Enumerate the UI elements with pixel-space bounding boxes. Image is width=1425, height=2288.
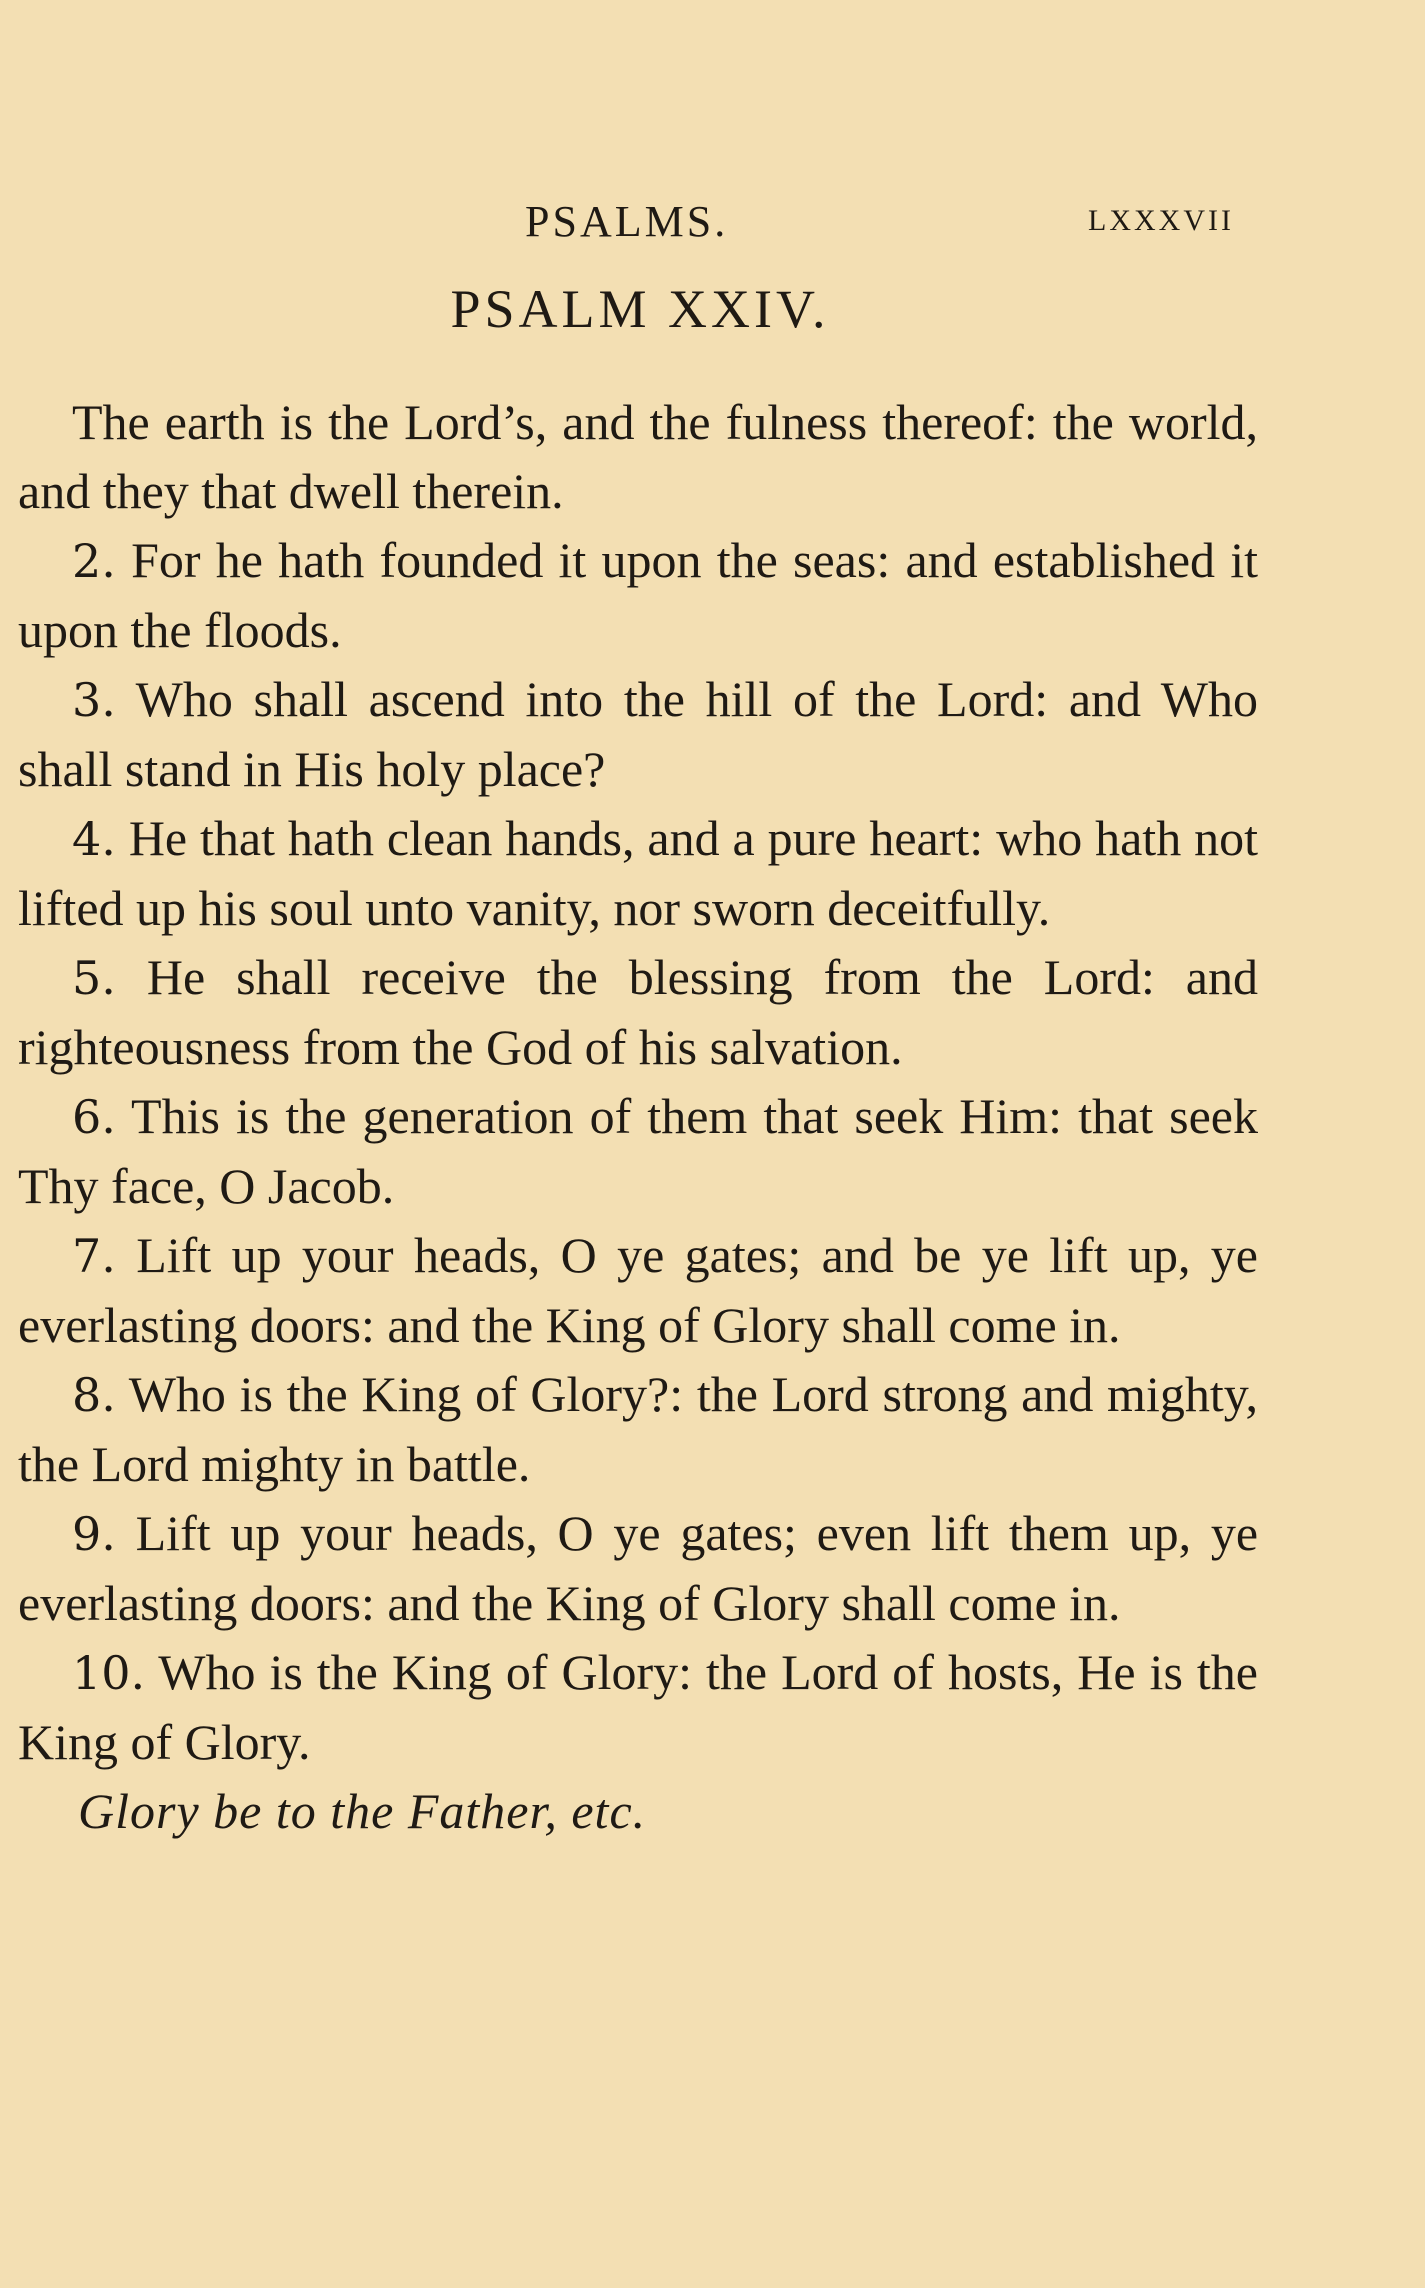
doxology: Glory be to the Father, etc. [78,1783,647,1839]
verse-number: 9. [72,1507,116,1561]
verse-1 [18,388,1258,526]
verse-number: 4. [72,812,116,866]
verse-text: Who is the King of Glory: the Lord of hosts, He is the King of Glory. [18,1644,1258,1770]
verse-10 [18,1638,1258,1777]
verse-number: 7. [72,1229,116,1283]
verse-4 [18,804,1258,943]
psalm-body [18,388,1258,1846]
verse-text: For he hath founded it upon the seas: and established it upon the floods. [18,532,1259,658]
verse-3 [18,665,1258,804]
verse-number: 5. [72,951,116,1005]
running-head [0,196,1425,256]
verse-5 [18,943,1258,1082]
verse-9 [18,1499,1258,1638]
psalm-title: PSALM XXIV. [450,279,830,339]
verse-7 [18,1221,1258,1360]
verse-text: He that hath clean hands, and a pure heart: who hath not lifted up his soul unto vanity, nor sworn deceitfully. [18,810,1259,936]
verse-number: 8. [72,1368,116,1422]
verse-text: He shall receive the blessing from the Lord: and righteousness from the God of his salvation. [18,949,1259,1075]
verse-text: Lift up your heads, O ye gates; even lift them up, ye everlasting doors: and the King of Glory shall come in. [18,1505,1259,1631]
verse-text: Who is the King of Glory?: the Lord strong and mighty, the Lord mighty in battle. [18,1366,1258,1492]
verse-number: 6. [72,1090,116,1144]
verse-2 [18,526,1258,665]
running-title: PSALMS. [525,197,729,246]
page-number: LXXXVII [1088,204,1234,237]
verse-number: 10. [72,1646,146,1700]
verse-number: 3. [72,673,116,727]
verse-text: The earth is the Lord’s, and the fulness thereof: the world, and they that dwell therein. [18,394,1258,519]
verse-number: 2. [72,534,116,588]
verse-text: Lift up your heads, O ye gates; and be ye lift up, ye everlasting doors: and the King of Glory shall come in. [18,1227,1258,1353]
verse-6 [18,1082,1258,1221]
verse-8 [18,1360,1258,1499]
verse-text: Who shall ascend into the hill of the Lord: and Who shall stand in His holy place? [18,671,1258,797]
verse-text: This is the generation of them that seek Him: that seek Thy face, O Jacob. [18,1088,1258,1214]
